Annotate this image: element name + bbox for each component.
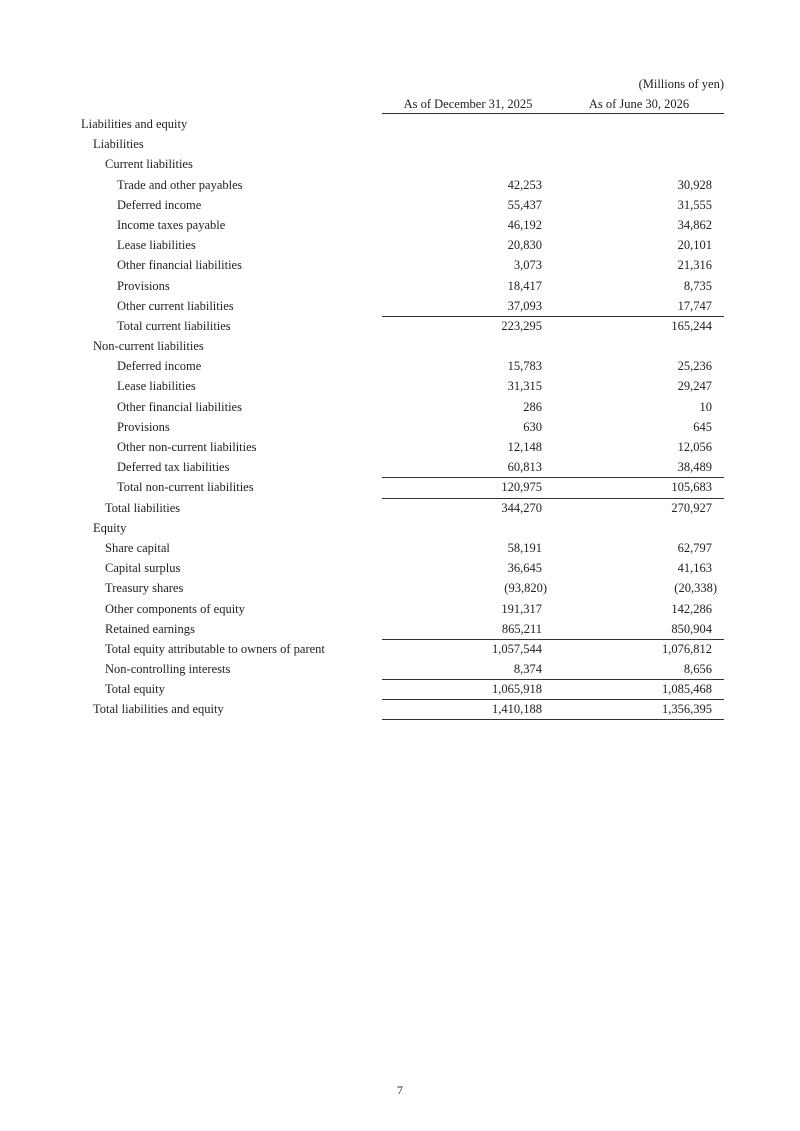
subtotal-rule [382, 699, 724, 700]
value-jun-2026: (20,338) [674, 581, 717, 596]
table-row [0, 659, 800, 679]
table-row [0, 195, 800, 215]
value-dec-2025: 1,065,918 [492, 682, 542, 697]
value-dec-2025: 60,813 [507, 460, 542, 475]
row-label: Treasury shares [105, 581, 184, 596]
value-jun-2026: 105,683 [671, 480, 712, 495]
value-jun-2026: 12,056 [677, 440, 712, 454]
balance-sheet-table [0, 114, 800, 720]
row-label: Deferred tax liabilities [117, 460, 230, 475]
value-dec-2025: 42,253 [507, 177, 542, 192]
row-label: Lease liabilities [117, 238, 196, 253]
value-jun-2026: 38,489 [677, 460, 712, 475]
table-row [0, 518, 800, 538]
row-label: Other current liabilities [117, 298, 234, 313]
table-row [0, 498, 800, 518]
subtotal-rule [382, 679, 724, 680]
row-label: Provisions [117, 278, 170, 293]
value-dec-2025: 58,191 [507, 540, 542, 555]
row-label: Equity [93, 520, 127, 535]
row-label: Total equity [105, 682, 165, 697]
table-row [0, 215, 800, 235]
value-jun-2026: 1,076,812 [662, 641, 712, 656]
value-dec-2025: 55,437 [507, 197, 542, 212]
table-row [0, 296, 800, 316]
table-row [0, 437, 800, 457]
table-row [0, 336, 800, 356]
table-row [0, 538, 800, 558]
row-label: Other financial liabilities [117, 399, 242, 414]
table-row [0, 558, 800, 578]
units-note: (Millions of yen) [638, 77, 724, 91]
table-row [0, 679, 800, 699]
subtotal-rule [382, 639, 724, 640]
row-label: Other components of equity [105, 601, 245, 616]
row-label: Liabilities and equity [81, 117, 188, 131]
table-row [0, 599, 800, 619]
row-label: Liabilities [93, 137, 144, 152]
row-label: Non-current liabilities [93, 339, 204, 354]
table-row [0, 154, 800, 174]
value-dec-2025: 865,211 [501, 621, 542, 636]
value-jun-2026: 850,904 [671, 621, 712, 636]
value-jun-2026: 31,555 [677, 197, 712, 212]
value-dec-2025: 20,830 [507, 238, 542, 253]
value-jun-2026: 21,316 [677, 258, 712, 273]
table-row [0, 477, 800, 497]
value-jun-2026: 30,928 [677, 177, 712, 192]
value-jun-2026: 1,085,468 [662, 682, 712, 697]
value-dec-2025: 46,192 [507, 217, 542, 232]
row-label: Total equity attributable to owners of parent [105, 641, 325, 656]
row-label: Lease liabilities [117, 379, 196, 394]
value-dec-2025: 191,317 [501, 601, 542, 616]
row-label: Total current liabilities [117, 318, 231, 333]
table-row [0, 235, 800, 255]
table-row [0, 114, 800, 134]
value-jun-2026: 41,163 [677, 561, 712, 576]
value-dec-2025: 223,295 [501, 318, 542, 333]
subtotal-rule [382, 477, 724, 478]
value-dec-2025: 36,645 [507, 561, 542, 576]
total-rule [382, 719, 724, 720]
value-dec-2025: 8,374 [513, 662, 542, 677]
row-label: Capital surplus [105, 561, 181, 576]
table-row [0, 276, 800, 296]
value-jun-2026: 25,236 [677, 359, 712, 374]
page-number: 7 [397, 1083, 403, 1097]
value-jun-2026: 17,747 [677, 298, 712, 313]
table-row [0, 175, 800, 195]
row-label: Trade and other payables [117, 177, 243, 192]
table-row [0, 417, 800, 437]
table-row [0, 134, 800, 154]
table-row [0, 457, 800, 477]
value-jun-2026: 142,286 [671, 601, 712, 616]
value-jun-2026: 8,656 [683, 662, 712, 677]
value-dec-2025: 120,975 [501, 480, 542, 495]
value-jun-2026: 29,247 [677, 379, 712, 394]
value-jun-2026: 645 [693, 419, 712, 434]
table-row [0, 376, 800, 396]
row-label: Deferred income [117, 359, 202, 374]
value-dec-2025: 630 [523, 419, 542, 434]
row-label: Total non-current liabilities [117, 480, 254, 495]
table-row [0, 255, 800, 275]
row-label: Other financial liabilities [117, 258, 242, 273]
value-dec-2025: (93,820) [504, 581, 547, 596]
value-dec-2025: 344,270 [501, 500, 542, 515]
value-dec-2025: 15,783 [507, 359, 542, 374]
row-label: Income taxes payable [117, 217, 226, 232]
value-dec-2025: 18,417 [507, 278, 542, 293]
row-label: Share capital [105, 540, 170, 555]
column-header-dec-2025: As of December 31, 2025 [403, 97, 533, 111]
table-row [0, 356, 800, 376]
column-header-jun-2026: As of June 30, 2026 [588, 97, 690, 111]
table-row [0, 578, 800, 598]
value-jun-2026: 34,862 [677, 217, 712, 232]
subtotal-rule [382, 498, 724, 499]
value-dec-2025: 37,093 [507, 298, 542, 313]
value-jun-2026: 1,356,395 [662, 702, 712, 717]
row-label: Non-controlling interests [105, 662, 231, 677]
table-row [0, 699, 800, 719]
value-dec-2025: 3,073 [513, 258, 542, 273]
row-label: Current liabilities [105, 157, 193, 172]
value-jun-2026: 62,797 [677, 540, 712, 555]
subtotal-rule [382, 316, 724, 317]
row-label: Deferred income [117, 197, 202, 212]
value-jun-2026: 10 [699, 399, 712, 414]
row-label: Other non-current liabilities [117, 440, 257, 454]
row-label: Retained earnings [105, 621, 195, 636]
value-dec-2025: 286 [523, 399, 542, 414]
value-dec-2025: 1,410,188 [492, 702, 542, 717]
value-jun-2026: 270,927 [671, 500, 712, 515]
value-dec-2025: 31,315 [507, 379, 542, 394]
row-label: Total liabilities [105, 500, 181, 515]
row-label: Total liabilities and equity [93, 702, 224, 717]
table-row [0, 397, 800, 417]
table-row [0, 619, 800, 639]
value-jun-2026: 165,244 [671, 318, 712, 333]
value-jun-2026: 20,101 [677, 238, 712, 253]
row-label: Provisions [117, 419, 170, 434]
value-dec-2025: 12,148 [507, 440, 542, 454]
value-dec-2025: 1,057,544 [492, 641, 542, 656]
table-row [0, 316, 800, 336]
table-row [0, 639, 800, 659]
value-jun-2026: 8,735 [683, 278, 712, 293]
